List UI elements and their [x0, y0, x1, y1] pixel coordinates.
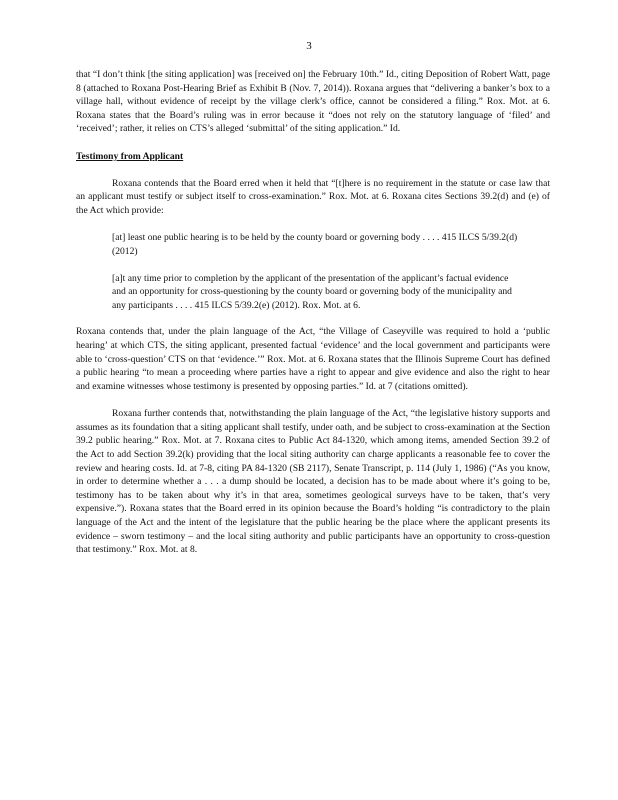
document-body	[76, 68, 550, 571]
block-quote-section-39-2-d: [at] least one public hearing is to be held by the county board or governing body . . . . 415 ILCS 5/39.2(d) (2012)	[112, 232, 518, 257]
paragraph-board-erred: Roxana contends that the Board erred when it held that “[t]here is no requirement in the statute or case law that an applicant must testify or subject itself to cross-examination.” Rox. Mot. at 6. Roxana cites Sections 39.2(d) and (e) of the Act which provide:	[76, 177, 550, 216]
page-number: 3	[306, 40, 312, 52]
paragraph-continuation: that “I don’t think [the siting application] was [received on] the February 10th.” Id., citing Deposition of Robert Watt, page 8 (attached to Roxana Post-Hearing Brief as Exhibit B (Nov. 7, 2014)). Roxana argues that “delivering a banker’s box to a village hall, without evidence of receipt by the village clerk’s office, cannot be considered a filing.” Rox. Mot. at 6. Roxana states that the Board’s ruling was in error because it “does not rely on the statutory language of ‘filed’ and ‘received’; rather, it relies on CTS’s alleged ‘submittal’ of the siting application.” Id.	[76, 69, 550, 135]
section-heading-testimony: Testimony from Applicant	[76, 150, 184, 162]
paragraph-plain-language: Roxana contends that, under the plain language of the Act, “the Village of Caseyville was required to hold a ‘public hearing’ at which CTS, the siting applicant, presented factual ‘evidence’ and the local government and participants were able to ‘cross-question’ CTS on that ‘evidence.’” Rox. Mot. at 6. Roxana states that the Illinois Supreme Court has defined a public hearing “to mean a proceeding where parties have a right to appear and give evidence and also the right to hear and examine witnesses whose testimony is presented by opposing parties.” Id. at 7 (citations omitted).	[76, 326, 550, 392]
block-quote-section-39-2-e: [a]t any time prior to completion by the applicant of the presentation of the applicant’s factual evidence and an opportunity for cross-questioning by the county board or governing body of the municipality and any participants . . . . 415 ILCS 5/39.2(e) (2012). Rox. Mot. at 6.	[112, 272, 512, 311]
paragraph-legislative-history: Roxana further contends that, notwithstanding the plain language of the Act, “the legislative history supports and assumes as its foundation that a siting applicant shall testify, under oath, and be subject to cross-examination at the Section 39.2 public hearing.” Rox. Mot. at 7. Roxana cites to Public Act 84-1320, which among items, amended Section 39.2 of the Act to add Section 39.2(k) providing that the local siting authority can charge applicants a reasonable fee to cover the review and hearing costs. Id. at 7-8, citing PA 84-1320 (SB 2117), Senate Transcript, p. 114 (July 1, 1986) (“As you know, in order to determine whether a . . . a dump should be located, a decision has to be made about where it’s going to be, testimony has to be taken about why it’s in that area, sometimes geological surveys have to be taken, that’s very expensive.”). Roxana states that the Board erred in its opinion because the Board’s holding “is contradictory to the plain language of the Act and the intent of the legislature that the public hearing be the place where the applicant presents its evidence – sworn testimony – and the local siting authority and public participants have an opportunity to cross-question that testimony.” Rox. Mot. at 8.	[76, 408, 550, 556]
